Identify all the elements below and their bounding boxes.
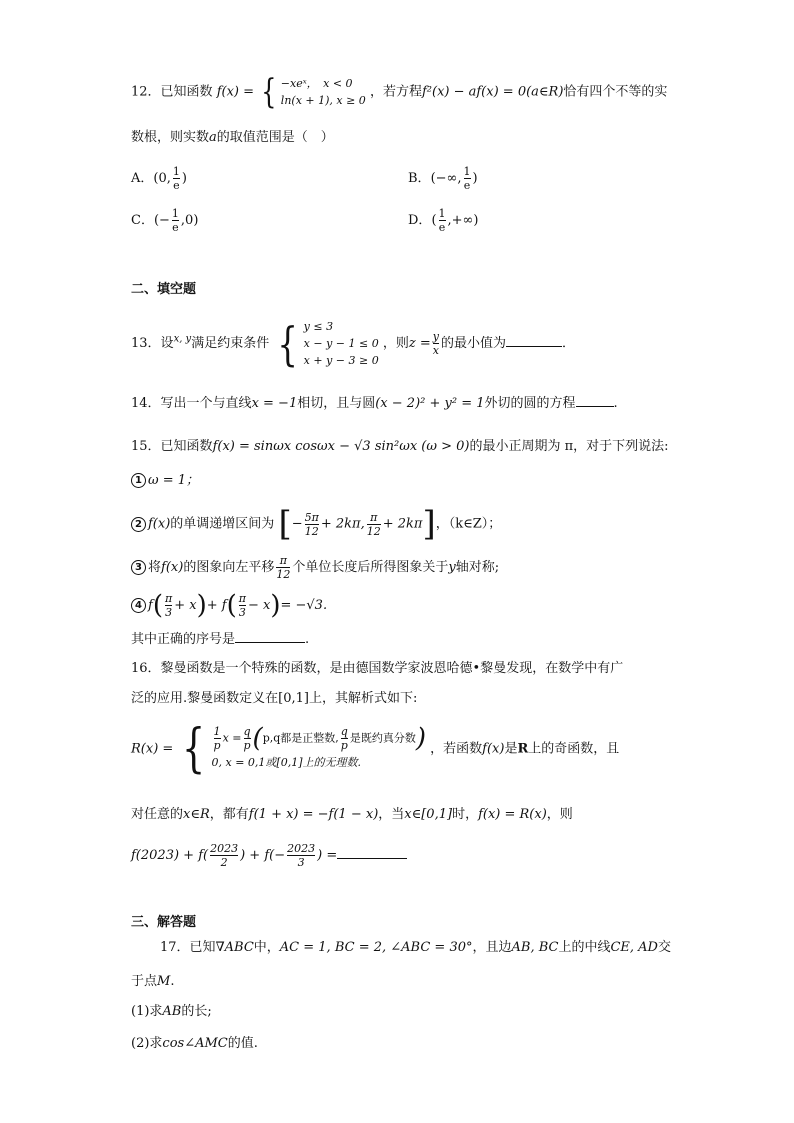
q16-line1-text: 黎曼函数是一个特殊的函数，是由德国数学家波恩哈德•黎曼发现，在数学中有广 bbox=[160, 661, 624, 676]
q17-M: M bbox=[157, 974, 171, 989]
q16-e1: f(2023) + f( bbox=[131, 848, 209, 863]
q13-constraint1: y ≤ 3 bbox=[303, 320, 334, 333]
option-a-label: A． bbox=[131, 171, 154, 186]
q15-item4-frac1 bbox=[165, 592, 172, 619]
q15-item2-k: ，（k∈Z）； bbox=[435, 516, 502, 532]
q15-text2: 的最小正周期为 π，对于下列说法: bbox=[469, 439, 669, 454]
q17-part1-a: (1)求 bbox=[131, 1004, 163, 1019]
section-fill-in-title: 二、填空题 bbox=[131, 282, 197, 297]
q12-line2-end: 的取值范围是（ ） bbox=[216, 130, 334, 145]
q15-stem bbox=[131, 438, 669, 456]
q13-constraint3: x + y − 3 ≥ 0 bbox=[303, 354, 379, 367]
left-bracket-icon: [ bbox=[278, 504, 292, 544]
right-bracket-icon: ] bbox=[422, 504, 436, 544]
q15-item3-text2: 个单位长度后所得图象关于 bbox=[292, 560, 449, 575]
q15-item4-end: = −√3. bbox=[280, 598, 328, 613]
q16-e2-n: 2023 bbox=[287, 842, 316, 855]
q15-item2-d1: 12 bbox=[304, 524, 319, 538]
q16-l4b: x∈R bbox=[183, 807, 210, 822]
q16-e1-n: 2023 bbox=[210, 842, 239, 855]
option-c-pre: (− bbox=[153, 213, 170, 228]
q15-item2-text: 的单调递增区间为 bbox=[170, 516, 275, 532]
q16-text2: 是 bbox=[504, 741, 518, 757]
q16-l4h: f(x) = R(x) bbox=[478, 807, 547, 822]
q12-text2: ，若方程 bbox=[369, 84, 422, 100]
q16-line2: 泛的应用.黎曼函数定义在[0,1]上，其解析式如下: bbox=[131, 691, 418, 706]
q13-text2: 满足约束条件 bbox=[191, 336, 270, 351]
q15-item3-n: π bbox=[279, 554, 287, 567]
q12-option-d bbox=[408, 207, 478, 234]
q12-option-b bbox=[408, 165, 478, 192]
q12-var-a: a bbox=[209, 130, 217, 145]
option-d-num: 1 bbox=[438, 207, 446, 220]
q16-text3: 上的奇函数，且 bbox=[528, 741, 620, 757]
option-b-label: B． bbox=[408, 171, 431, 186]
left-brace-icon: { bbox=[182, 719, 206, 779]
q16-line4 bbox=[131, 806, 573, 824]
q15-item2-n1: 5π bbox=[304, 510, 319, 524]
option-a-post: ) bbox=[181, 171, 187, 186]
option-a-den: e bbox=[173, 179, 180, 192]
q17-part2-b: cos∠AMC bbox=[162, 1036, 228, 1051]
option-a-fraction bbox=[173, 165, 180, 192]
q17-text4: 上的中线 bbox=[558, 940, 611, 955]
q16-case1: $\frac{1}{p}$ x = $\frac{q}{p}$ (p,q都是正整数, $\frac{q}{p}$ 是既约真分数) bbox=[213, 723, 426, 753]
q16-l4g: 时， bbox=[452, 807, 479, 822]
option-a-num: 1 bbox=[172, 165, 180, 178]
q15-answer bbox=[131, 630, 309, 649]
q12-option-a bbox=[131, 165, 187, 192]
q14-line: x = −1 bbox=[251, 396, 298, 411]
q16-frac1-d: p bbox=[213, 738, 221, 752]
q16-e2-frac bbox=[287, 842, 315, 869]
q13-constraints bbox=[273, 318, 378, 369]
q15-item2-frac2 bbox=[367, 511, 381, 538]
q16-frac1 bbox=[214, 725, 221, 752]
q13-vars: x, y bbox=[173, 333, 192, 345]
q16-l4e: ，当 bbox=[378, 807, 405, 822]
q13-text4: 的最小值为 bbox=[440, 336, 506, 351]
q16-answer-blank[interactable] bbox=[337, 846, 407, 859]
q15-item1 bbox=[131, 472, 199, 490]
q17-part1-b: AB bbox=[162, 1004, 182, 1019]
option-b-den: e bbox=[463, 179, 471, 192]
q17-text1: 已知 bbox=[189, 940, 216, 955]
q17-text3: ，且边 bbox=[472, 940, 512, 955]
q17-part2 bbox=[131, 1035, 258, 1053]
option-b-fraction bbox=[464, 165, 471, 192]
q14-text1: 写出一个与直线 bbox=[160, 396, 252, 411]
left-brace-icon: { bbox=[261, 72, 277, 112]
q15-item4-d1: 3 bbox=[165, 606, 173, 619]
q13-num: y bbox=[432, 330, 439, 343]
option-b-pre: (−∞, bbox=[430, 171, 462, 186]
q13-fraction bbox=[433, 330, 439, 357]
q12-line2 bbox=[131, 129, 334, 147]
q15-item2-frac1 bbox=[305, 511, 319, 538]
q16-R: R(x) = bbox=[131, 741, 174, 757]
q14 bbox=[131, 394, 618, 413]
q15-item2-func: f(x) bbox=[148, 516, 171, 532]
q15-item4-n1: π bbox=[164, 592, 173, 605]
option-c-den: e bbox=[172, 221, 179, 234]
option-d-den: e bbox=[438, 221, 446, 234]
q16-frac2-n: q bbox=[243, 724, 251, 738]
circled-four-icon: 4 bbox=[131, 598, 146, 613]
q15-item3-end: 轴对称; bbox=[455, 560, 500, 575]
q15-item3-y: y bbox=[448, 560, 456, 575]
option-b-post: ) bbox=[472, 171, 478, 186]
q17-medians: CE, AD bbox=[610, 940, 658, 955]
q14-circle: (x − 2)² + y² = 1 bbox=[375, 396, 485, 411]
option-c-post: ,0) bbox=[180, 213, 199, 228]
q17-condition: AC = 1, BC = 2, ∠ABC = 30° bbox=[279, 940, 473, 955]
q17-triangle: ∇ABC bbox=[215, 940, 254, 955]
q16-e2: ) + f(− bbox=[240, 848, 286, 863]
q15-function: f(x) = sinωx cosωx − √3 sin²ωx (ω > 0) bbox=[212, 439, 470, 454]
q15-item4: 4 f( $\frac{\pi}{3}$ + x)+ f( $\frac{\pi}{3}$ − x)= −√3. bbox=[131, 592, 327, 619]
q12-text: 已知函数 bbox=[160, 84, 213, 100]
option-d-pre: ( bbox=[431, 213, 437, 228]
q16-frac2-d: p bbox=[243, 738, 251, 752]
q15-item3-d: 12 bbox=[276, 568, 291, 581]
q15-item3 bbox=[131, 554, 499, 581]
q15-item2-d2: 12 bbox=[366, 524, 381, 538]
q14-text2: 相切，且与圆 bbox=[297, 396, 376, 411]
q15-item4-plus: + f bbox=[206, 598, 227, 613]
q16-line1 bbox=[131, 660, 623, 678]
q16-l4i: ，则 bbox=[546, 807, 573, 822]
q15-item1-text: ω = 1； bbox=[148, 473, 200, 488]
q12-function: f(x) = bbox=[216, 84, 255, 100]
q15-text1: 已知函数 bbox=[160, 439, 213, 454]
q17-text2: 中， bbox=[253, 940, 280, 955]
q14-end: . bbox=[613, 396, 618, 411]
q12-case2: ln(x + 1), x ≥ 0 bbox=[280, 94, 366, 107]
q12-equation: f²(x) − af(x) = 0(a∈R) bbox=[421, 84, 564, 100]
q16-frac3-n: q bbox=[340, 724, 348, 738]
q15-item4-d2: 3 bbox=[238, 606, 246, 619]
q15-item3-a: 将 bbox=[148, 560, 162, 575]
q15-item2: 2 f(x)的单调递增区间为 [− $\frac{5\pi}{12}$ + 2kπ, $\frac{\pi}{12}$ + 2kπ]，（k∈Z）； bbox=[131, 507, 501, 541]
q17-part2-a: (2)求 bbox=[131, 1036, 163, 1051]
q12-option-c bbox=[131, 207, 198, 234]
circled-two-icon: 2 bbox=[131, 517, 146, 532]
q15-item4-frac2 bbox=[239, 592, 246, 619]
q13-text3: ，则 bbox=[382, 336, 409, 351]
q16-e3: ) = bbox=[317, 848, 338, 863]
q15-item4-f: f bbox=[148, 598, 153, 613]
q17-part1 bbox=[131, 1003, 212, 1021]
q16-case1-text2: 是既约真分数 bbox=[349, 731, 416, 744]
q12-case1: −xeˣ， x < 0 bbox=[280, 77, 353, 90]
q15-item4-a: + x bbox=[174, 598, 197, 613]
option-c-num: 1 bbox=[171, 207, 179, 220]
q16-e1-frac bbox=[210, 842, 238, 869]
option-c-fraction bbox=[172, 207, 179, 234]
left-brace-icon: { bbox=[277, 316, 299, 371]
section-answer-title: 三、解答题 bbox=[131, 915, 197, 930]
q13-text1: 设 bbox=[160, 336, 174, 351]
q13-den: x bbox=[432, 344, 439, 357]
q15-item3-func: f(x) bbox=[161, 560, 184, 575]
option-c-label: C． bbox=[131, 213, 154, 228]
q15-item2-mid: + 2kπ, bbox=[320, 516, 365, 532]
q16-frac3 bbox=[341, 725, 348, 752]
circled-one-icon: 1 bbox=[131, 473, 146, 488]
q17-text5: 交 bbox=[657, 940, 671, 955]
q16-l4c: ，都有 bbox=[209, 807, 249, 822]
option-d-post: ,+∞) bbox=[447, 213, 479, 228]
q16-e2-d: 3 bbox=[287, 855, 315, 869]
q16-case1-text: p,q都是正整数, bbox=[262, 731, 339, 744]
q16-l4d: f(1 + x) = −f(1 − x) bbox=[248, 807, 379, 822]
q16-l4a: 对任意的 bbox=[131, 807, 184, 822]
option-b-num: 1 bbox=[463, 165, 471, 178]
q16-piecewise bbox=[177, 719, 426, 779]
q16-frac1-n: 1 bbox=[213, 724, 221, 738]
option-d-label: D． bbox=[408, 213, 432, 228]
q17-line2-end: . bbox=[170, 974, 175, 989]
circled-three-icon: 3 bbox=[131, 560, 146, 575]
q15-item2-end: + 2kπ bbox=[382, 516, 423, 532]
q15-item4-b: − x bbox=[247, 598, 271, 613]
q17-number: 17． bbox=[160, 940, 190, 955]
q16-case1-x: x = bbox=[222, 731, 242, 744]
option-a-pre: (0, bbox=[153, 171, 171, 186]
q17-sides: AB, BC bbox=[511, 940, 559, 955]
q16-frac2 bbox=[244, 725, 251, 752]
q13-number: 13． bbox=[131, 336, 161, 351]
q12-line2-text: 数根，则实数 bbox=[131, 130, 210, 145]
q16-frac3-d: p bbox=[340, 738, 348, 752]
q13-constraint2: x − y − 1 ≤ 0 bbox=[303, 337, 379, 350]
q16-expression bbox=[131, 842, 407, 869]
q16-definition bbox=[131, 719, 620, 779]
option-d-fraction bbox=[439, 207, 446, 234]
q15-item4-n2: π bbox=[238, 592, 246, 605]
q17-part1-c: 的长; bbox=[181, 1004, 212, 1019]
q13 bbox=[131, 318, 575, 369]
q17-line2 bbox=[131, 973, 174, 991]
q16-e1-d: 2 bbox=[210, 855, 238, 869]
q16-R-bold: R bbox=[517, 741, 529, 757]
q12-line1 bbox=[131, 72, 668, 112]
q15-answer-blank[interactable] bbox=[235, 630, 305, 643]
q16-number: 16． bbox=[131, 661, 161, 676]
q13-end: ． bbox=[561, 336, 575, 351]
q16-l4f: x∈[0,1] bbox=[404, 807, 453, 822]
q14-answer-blank[interactable] bbox=[576, 394, 614, 407]
q16-case2: 0, x = 0,1或[0,1]上的无理数. bbox=[211, 755, 362, 769]
q15-item2-n2: π bbox=[370, 510, 378, 524]
q14-number: 14． bbox=[131, 396, 161, 411]
q13-answer-blank[interactable] bbox=[506, 334, 562, 347]
q15-answer-end: . bbox=[305, 632, 310, 647]
q17-line1 bbox=[160, 939, 671, 957]
q13-z: z = bbox=[408, 336, 431, 351]
q15-number: 15． bbox=[131, 439, 161, 454]
q15-answer-text: 其中正确的序号是 bbox=[131, 632, 236, 647]
q12-piecewise bbox=[258, 72, 366, 112]
q16-fx: f(x) bbox=[482, 741, 505, 757]
q14-text3: 外切的圆的方程 bbox=[484, 396, 576, 411]
q12-number: 12． bbox=[131, 84, 161, 100]
q17-part2-c: 的值. bbox=[227, 1036, 258, 1051]
q16-text1: ，若函数 bbox=[430, 741, 483, 757]
q15-item3-frac bbox=[276, 554, 290, 581]
q17-line2-text: 于点 bbox=[131, 974, 158, 989]
q12-text3: 恰有四个不等的实 bbox=[563, 84, 668, 100]
q15-item3-text: 的图象向左平移 bbox=[183, 560, 275, 575]
